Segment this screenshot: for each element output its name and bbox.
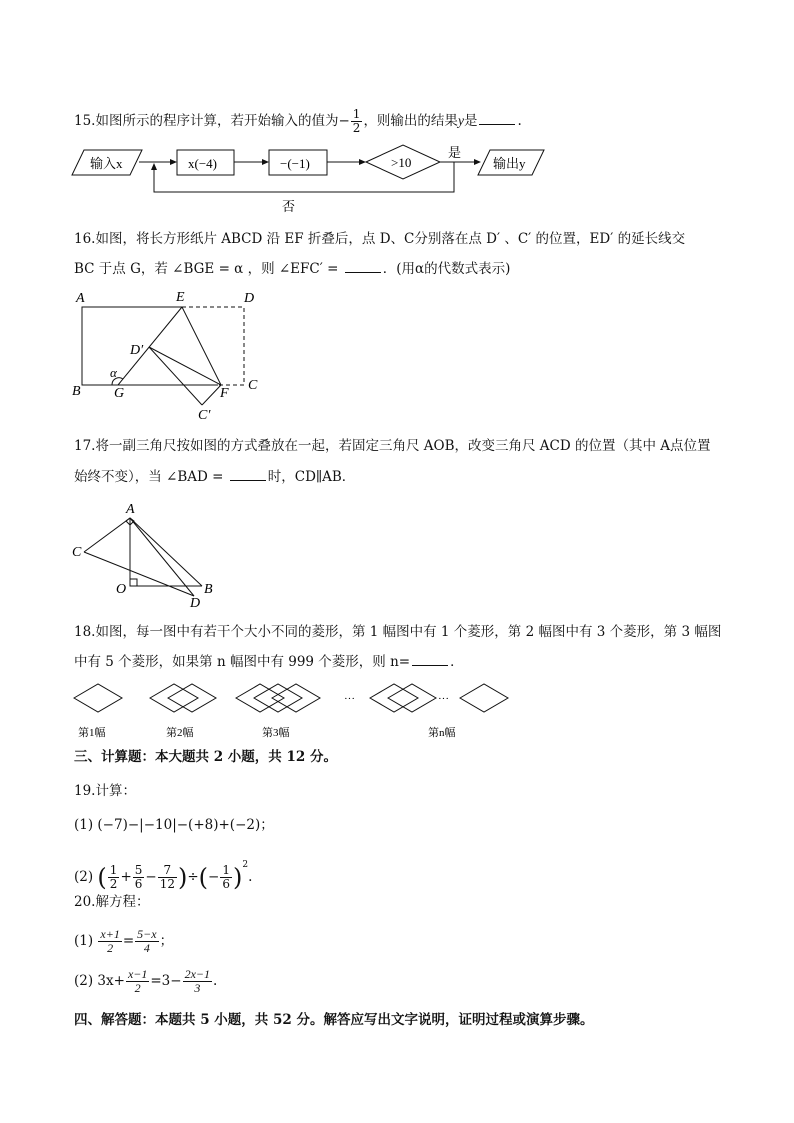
q18-rhombus-nc xyxy=(460,684,508,712)
q19-frac-1 xyxy=(108,864,120,891)
q18-rhombus-na xyxy=(370,684,418,712)
q19-paren-close: ) xyxy=(177,863,188,892)
q15-minus: − xyxy=(338,113,350,129)
q19-part1: (1) (−7)−|−10|−(+8)+(−2)； xyxy=(74,817,274,833)
q19-frac-3-den: 12 xyxy=(159,877,175,891)
q15-flowchart xyxy=(60,140,560,218)
flow-output-label: 输出y xyxy=(493,156,526,171)
q19-frac-3 xyxy=(158,864,177,891)
q16-label-alpha: α xyxy=(110,365,117,380)
q18-line2 xyxy=(74,651,464,672)
q16-line-DpCp xyxy=(149,347,202,405)
q16-label-F: F xyxy=(220,386,229,401)
q18-rhombus-1a xyxy=(74,684,122,712)
q19-paren2-open: ( xyxy=(198,863,209,892)
q19-frac-4-num: 1 xyxy=(222,863,230,877)
q19-frac-1-den: 2 xyxy=(109,877,118,891)
q17-label-B: B xyxy=(204,582,213,597)
q17-line1: 17.将一副三角尺按如图的方式叠放在一起，若固定三角尺 AOB，改变三角尺 ACD 的位置（其中 A点位置 xyxy=(74,438,711,454)
q20-p2-right-den: 3 xyxy=(194,981,201,995)
q19-exponent: 2 xyxy=(242,860,249,870)
q20-p1-left-num: x+1 xyxy=(100,927,120,941)
q16-line2-text: BC 于点 G，若 ∠BGE = α ，则 ∠EFC′ = xyxy=(74,261,343,277)
q19-frac-4-den: 6 xyxy=(222,877,230,891)
q17-answer-blank xyxy=(230,466,266,481)
q20-p1-frac-left xyxy=(98,928,121,955)
q15-frac-den: 2 xyxy=(352,121,361,135)
q18-answer-blank xyxy=(412,651,448,666)
q16-figure xyxy=(66,287,276,427)
flow-yes-label: 是 xyxy=(448,145,462,160)
q17-label-C: C xyxy=(72,545,82,560)
q16-line2 xyxy=(74,258,510,279)
q16-answer-blank xyxy=(345,258,381,273)
q15-text-c: 是 xyxy=(463,113,478,129)
q18-figure xyxy=(66,680,516,742)
flow-arrowhead-yes xyxy=(474,159,481,165)
q18-rhombus-3b xyxy=(254,684,302,712)
q18-caption-n: 第n幅 xyxy=(428,727,456,739)
q16-label-Dprime: D′ xyxy=(130,343,144,358)
q15-answer-blank xyxy=(479,110,515,125)
q20-part1: (1) $\frac{x+1}{2}$ = $\frac{5-x}{4}$ ； xyxy=(74,927,174,955)
q16-line1: 16.如图，将长方形纸片 ABCD 沿 EF 折叠后，点 D、C分别落在点 D′ 、C′ 的位置，ED′ 的延长线交 xyxy=(74,231,686,247)
q18-line2-a: 中有 5 个菱形，如果第 n 幅图中有 999 个菱形，则 n= xyxy=(74,654,411,670)
flow-no-label: 否 xyxy=(282,199,296,214)
q16-line-DpF xyxy=(149,347,221,385)
q18-ellipsis-1: ··· xyxy=(344,693,355,705)
section-3-heading: 三、计算题：本大题共 2 小题，共 12 分。 xyxy=(74,749,337,765)
q19-frac-2 xyxy=(133,864,145,891)
q20-part2 xyxy=(74,964,217,998)
q20-p2-right-num: 2x−1 xyxy=(184,967,211,981)
q15-frac-num: 1 xyxy=(352,107,361,121)
q20-part1-label: (1) xyxy=(74,933,94,949)
q18-rhombus-3a xyxy=(236,684,284,712)
q18-caption-2: 第2幅 xyxy=(166,727,194,739)
section-4-heading: 四、解答题：本题共 5 小题，共 52 分。解答应写出文字说明，证明过程或演算步骤。 xyxy=(74,1012,594,1028)
q20-p2-frac-left xyxy=(126,968,149,995)
q18-rhombus-nb xyxy=(388,684,436,712)
q19-frac-2-den: 6 xyxy=(134,877,143,891)
q20-p2-left-den: 2 xyxy=(134,981,141,995)
q17-label-A: A xyxy=(126,502,135,517)
q16-label-B: B xyxy=(72,384,81,399)
q18-rhombus-3c xyxy=(272,684,320,712)
q19-part2: (2) ( $\frac{1}{2}$ + $\frac{5}{6}$ − $\frac{7}{12}$ )÷(− $\frac{1}{6}$ )$^2$. xyxy=(74,860,253,892)
q15-text-a: 15.如图所示的程序计算，若开始输入的值为 xyxy=(74,113,339,129)
q17-line-CD xyxy=(84,552,194,596)
q18-caption-1: 第1幅 xyxy=(78,727,106,739)
q17-label-D: D xyxy=(190,596,201,608)
q18-line1: 18.如图，每一图中有若干个大小不同的菱形，第 1 幅图中有 1 个菱形，第 2 幅图中有 3 个菱形，第 3 幅图 xyxy=(74,624,722,640)
q18-caption-3: 第3幅 xyxy=(262,727,290,739)
q16-label-G: G xyxy=(114,386,125,401)
q15-text-d: . xyxy=(517,113,522,129)
flow-loop-arrowhead xyxy=(151,163,157,170)
q20-p1-right-den: 4 xyxy=(143,941,150,955)
q15-text xyxy=(74,108,522,135)
q17-line2-b: 时，CD∥AB． xyxy=(267,469,356,485)
q17-right-angle-O xyxy=(130,579,137,586)
q20-p1-frac-right xyxy=(135,928,158,955)
q15-fraction xyxy=(351,108,363,135)
flow-sub-label: −(−1) xyxy=(280,156,310,171)
q19-div-sign: ÷ xyxy=(187,869,199,885)
q19-part2-end: . xyxy=(248,869,253,885)
q15-var-y: y xyxy=(457,113,464,128)
q17-line-AB xyxy=(130,518,202,586)
q16-rect-dashed xyxy=(182,307,244,385)
q20-part1-end: ； xyxy=(159,933,174,949)
q19-frac-3-num: 7 xyxy=(158,864,177,878)
q20-p1-right-num: 5−x xyxy=(137,927,157,941)
q16-fold-line-EF xyxy=(182,307,221,385)
flow-input-label: 输入x xyxy=(90,156,123,171)
flow-arrowhead-1 xyxy=(170,159,177,165)
q19-title: 19.计算： xyxy=(74,783,136,799)
q17-line2-a: 始终不变），当 ∠BAD = xyxy=(74,469,228,485)
q16-line-CpF xyxy=(202,385,221,405)
flow-arrowhead-2 xyxy=(262,159,269,165)
flow-mult-label: x(−4) xyxy=(188,156,217,171)
q17-line2 xyxy=(74,466,355,487)
q15-text-b: ，则输出的结果 xyxy=(363,113,458,129)
q19-paren2-close: ) xyxy=(233,863,243,892)
q19-frac-2-num: 5 xyxy=(134,863,143,877)
q19-frac-1-num: 1 xyxy=(109,863,118,877)
q16-label-A: A xyxy=(76,291,85,306)
q17-figure xyxy=(66,496,236,608)
q20-p2-frac-right xyxy=(183,968,212,995)
q17-line-AC xyxy=(84,518,130,552)
q17-line-AD xyxy=(130,518,194,596)
q18-ellipsis-2: ··· xyxy=(438,693,449,705)
q17-label-O: O xyxy=(116,582,127,597)
q18-rhombus-2a xyxy=(150,684,198,712)
q20-part2-label: (2) 3x+ xyxy=(74,973,125,989)
q18-line2-b: ． xyxy=(450,654,464,670)
q20-p2-left-num: x−1 xyxy=(127,967,148,981)
q20-part2-end: . xyxy=(213,973,218,989)
q16-line2-tail: ．(用α的代数式表示) xyxy=(382,261,511,277)
q19-frac-4 xyxy=(220,864,232,891)
q18-rhombus-2b xyxy=(168,684,216,712)
q16-label-E: E xyxy=(176,290,185,305)
q20-title: 20.解方程： xyxy=(74,894,150,910)
q16-label-C: C xyxy=(248,378,258,393)
q20-part2-mid: =3− xyxy=(150,973,182,989)
q16-label-Cprime: C′ xyxy=(198,408,211,423)
q16-label-D: D xyxy=(244,291,255,306)
q19-paren-open: ( xyxy=(97,863,107,892)
q19-part2-label: (2) xyxy=(74,869,94,885)
q20-p1-left-den: 2 xyxy=(107,941,114,955)
flow-condition-label: >10 xyxy=(391,155,412,170)
